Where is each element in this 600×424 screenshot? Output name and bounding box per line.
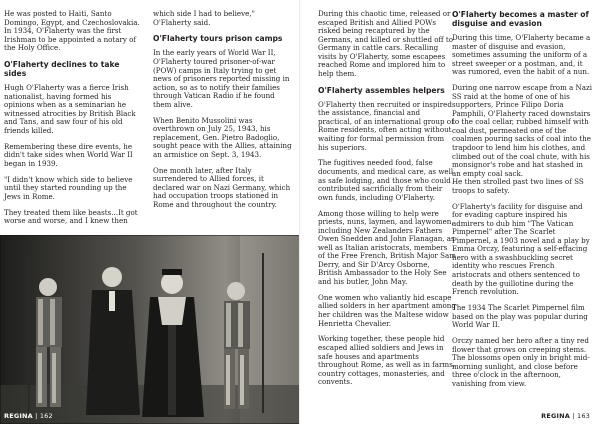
paragraph: Among those willing to help were priests, nuns, laymen, and laywomen, including New Zealanders Fathers Owen Snedden and John Flanagan, as well as Italian aristocrats, members of the Free French, British Major Sam Derry, and Sir D'Arcy Osborne, British Ambassador to the Holy See and his butler, John May. <box>318 208 456 286</box>
folio-separator: | <box>35 412 38 420</box>
left-column-2 <box>153 10 292 217</box>
paragraph: During this chaotic time, released or escaped British and Allied POWs risked being recaptured by the Germans, and killed or shuttled off to Germany in cattle cars. Recalling visits by O'Flaherty, some escapees reached Rome and implored him to help them. <box>318 9 453 78</box>
paragraph: Orczy named her hero after a tiny red flower that grows on creeping stems. The blossoms open only in bright mid-morning sunlight, and close before three o'clock in the afternoon, vanishing from view. <box>452 336 590 388</box>
right-column-2 <box>452 10 594 396</box>
paragraph: One women who valiantly hid escape allied solders in her apartment among her children was the Maltese widow Henrietta Chevalier. <box>318 292 456 328</box>
paragraph: O'Flaherty then recruited or inspired the assistance, financial and practical, of an international group of Rome residents, often acting without waiting for formal permission from his superiors. <box>318 99 454 152</box>
folio-page: 163 <box>576 412 590 420</box>
paragraph: O'Flaherty's facility for disguise and for evading capture inspired his admirers to dub him "The Vatican Pimpernel" after The Scarlet Pimpernel, a 1903 novel and a play by Emma Orczy, featuring a self-effacing hero with a swashbuckling secret identity who rescues French aristocrats and others sentenced to death by the guillotine during the French revolution. <box>452 201 590 297</box>
section-heading: O'Flaherty declines to take sides <box>4 60 120 79</box>
folio-magazine: REGINA <box>541 412 571 420</box>
section-heading: O'Flaherty becomes a master of disguise and evasion <box>452 10 589 28</box>
paragraph: which side I had to believe," O'Flaherty said. <box>153 9 255 27</box>
section-heading: O'Flaherty assembles helpers <box>318 85 445 95</box>
paragraph: He was posted to Haiti, Santo Domingo, Egypt, and Czechoslovakia. In 1934, O'Flaherty was the first Irishman to be appointed a notary of the Holy Office. <box>4 9 140 53</box>
paragraph: He then strolled past two lines of SS troops to safety. <box>452 177 584 195</box>
photo-illustration <box>0 235 300 424</box>
left-column-1 <box>4 10 143 233</box>
folio-magazine: REGINA <box>4 412 33 420</box>
paragraph: When Benito Mussolini was overthrown on July 25, 1943, his replacement, Gen. Pietro Badoglio, sought peace with the Allies, attaining an armistice on Sept. 3, 1943. <box>153 115 292 159</box>
page-number-left <box>4 412 53 420</box>
paragraph: One month later, after Italy surrendered to Allied forces, it declared war on Nazi Germany, which had occupation troops stationed in Rome and throughout the country. <box>153 165 291 210</box>
paragraph: Hugh O'Flaherty was a fierce Irish nationalist, having formed his opinions when as a seminarian he witnessed atrocities by British Black and Tans, and saw four of his old friends killed. <box>4 83 136 135</box>
folio-separator: | <box>572 412 575 420</box>
page-number-right <box>541 412 590 420</box>
paragraph: "I didn't know which side to believe until they started rounding up the Jews in Rome. <box>4 174 133 201</box>
paragraph: The fugitives needed food, false documents, and medical care, as well as safe lodging, and those who could contributed sacrificially from their own funds, including O'Flaherty. <box>318 158 454 202</box>
section-heading: O'Flaherty tours prison camps <box>153 34 283 44</box>
historical-photo <box>0 235 300 424</box>
paragraph: Working together, these people hid escaped allied soldiers and Jews in safe houses and apartments throughout Rome, as well as in farms, country cottages, monasteries, and convents. <box>318 334 456 387</box>
folio-page: 162 <box>39 412 53 420</box>
page-gutter <box>299 0 301 424</box>
paragraph: The 1934 The Scarlet Pimpernel film based on the play was popular during World War II. <box>452 303 588 330</box>
paragraph: During this time, O'Flaherty became a master of disguise and evasion, sometimes assuming the uniform of a street sweeper or a postman, and, it was rumored, even the habit of a nun. <box>452 33 591 77</box>
paragraph: In the early years of World War II, O'Flaherty toured prisoner-of-war (POW) camps in Italy trying to get news of prisoners reported missing in action, so as to notify their families through Vatican Radio if he found them alive. <box>153 48 290 109</box>
paragraph: During one narrow escape from a Nazi SS raid at the home of one of his supporters, Prince Filipo Doria Pamphili, O'Flaherty raced downstairs to the coal cellar, rubbed himself with coal dust, permeated one of the coalmen pouring sacks of coal into the trapdoor to lend him his clothes, and climbed out of the coal chute, with his monsignor's robe and hat stashed in an empty coal sack. <box>452 83 592 178</box>
paragraph: Remembering these dire events, he didn't take sides when World War II began in 1939. <box>4 141 133 168</box>
paragraph: They treated them like beasts...It got worse and worse, and I knew then <box>4 207 138 226</box>
right-column-1 <box>318 10 456 394</box>
